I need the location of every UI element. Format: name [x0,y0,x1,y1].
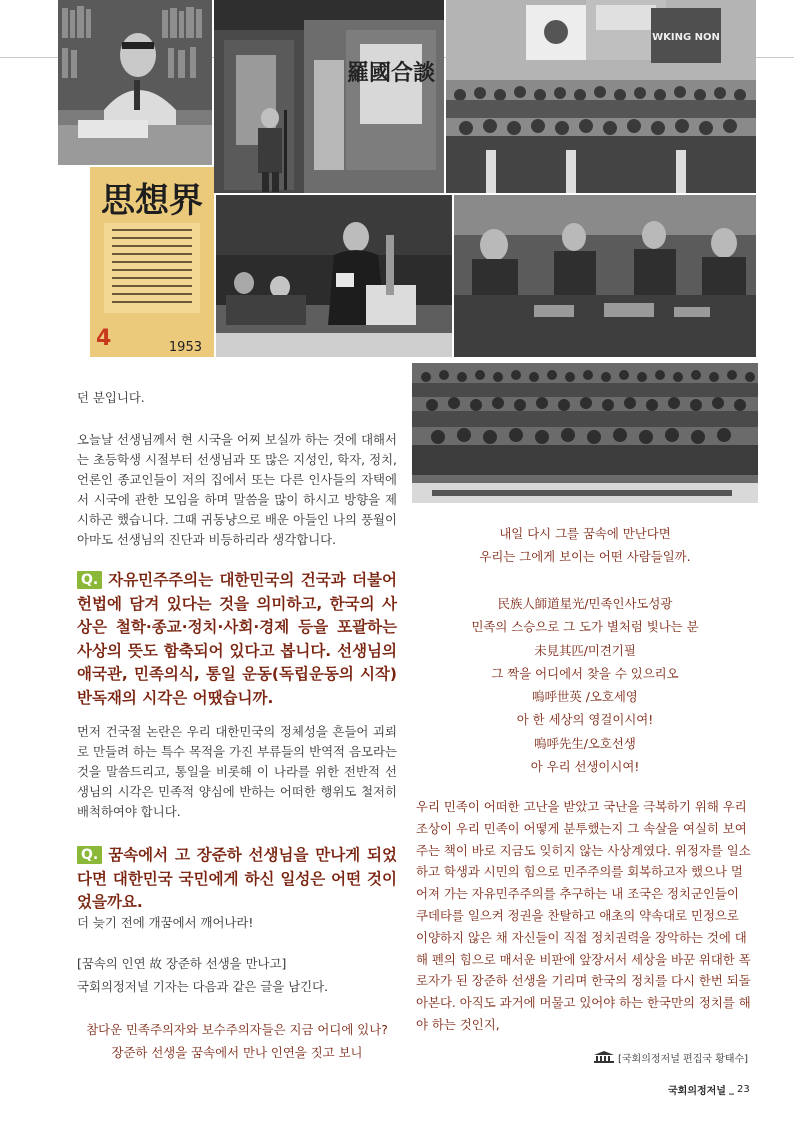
poem-line: 未見其匹/미견기필 [534,642,636,658]
intro-line: 던 분입니다. [77,390,145,405]
poem-line: 嗚呼世英 /오호세영 [532,689,638,705]
poem-line: 우리는 그에게 보이는 어떤 사람들일까. [479,549,691,565]
closing-line: 우리 민족이 어떠한 고난을 받았고 국난을 극복하기 위해 우리 [416,799,747,814]
section-intro: 국회의정저널 기자는 다음과 같은 글을 남긴다. [77,979,329,994]
question-1 [77,569,397,710]
paragraph-2: 먼저 건국절 논란은 우리 대한민국의 정체성을 흔들어 괴뢰로 만들려 하는 특수 목적을 가진 부류들의 반역적 음모라는 것을 말씀드리고, 통일을 비롯해 이 나라를 위한 전반적 선생님의 시각은 민족적 양심에 반하는 어떠한 행위도 철저히 배척하여야 합니다. [77,724,397,819]
closing-line: 로자가 된 장준하 선생을 기리며 한국의 정치를 다시 한번 되돌 [416,973,751,989]
poem-line: 참다운 민족주의자와 보수주의자들은 지금 어디에 있나? [86,1022,388,1037]
magazine-year: 1953 [168,340,202,355]
footer-separator: _ [728,1084,734,1095]
poem-opening [77,1018,397,1065]
poem-stanza-2 [412,592,758,778]
closing-line: 조상이 우리 민족이 어떻게 분투했는지 그 속살을 여실히 보여 [416,820,747,836]
photo-radio-operators [454,195,756,357]
paragraph-1: 오늘날 선생님께서 현 시국을 어찌 보실까 하는 것에 대해서는 초등학생 시절부터 선생님과 또 많은 지성인, 학자, 정치, 언론인 종교인들이 저의 집에서 또는 다른 인사들의 자택에서 시국에 관한 모임을 하며 말씀을 많이 하시고 방향을 제시하곤 했습니다. 그때 귀동냥으로 배운 아들인 나의 풍월이 아마도 선생님의 진단과 비등하리라 생각합니다. [77,432,397,547]
closing-paragraph [416,796,756,1036]
flag-sign-text: WKING NON [652,32,720,43]
poem-line: 民族人師道星光/민족인사도성광 [497,596,673,611]
closing-line: 아본다. 아직도 과거에 머물고 있어야 하는 한국만의 정치를 해 [416,995,751,1011]
question-badge: Q. [77,571,102,589]
question-2-text: 꿈속에서 고 장준하 선생님을 만나게 되었다면 대한민국 국민에게 하신 일성은 어떤 것이었을까요. [77,846,397,911]
magazine-issue-number: 4 [96,326,112,351]
question-1-text: 자유민주주의는 대한민국의 건국과 더불어 헌법에 담겨 있다는 것을 의미하고, 한국의 사상은 철학·종교·정치·사회·경제 등을 포괄하는 사상의 뜻도 함축되어 있다고 봅니다. 선생님의 애국관, 민족의식, 통일 운동(독립운동의 시작) 반독재의 시각은 어땠습니까. [77,571,397,707]
poem-line: 아 한 세상의 영걸이시여! [516,712,654,728]
magazine-cover-title: 思想界 [101,181,203,221]
closing-line: 야 하는 것인지, [416,1016,500,1032]
poem-line: 그 짝을 어디에서 찾을 수 있으리오 [491,665,679,681]
magazine-cover-image [90,167,214,357]
photo-group-with-flags [446,0,756,193]
photo-speaker-at-podium [216,195,452,357]
closing-line: 해 펜의 힘으로 매서운 비판에 앞장서서 세상을 바꾼 위대한 폭 [416,951,751,967]
banner-text: 羅國合談 [346,60,436,86]
question-badge: Q. [77,846,102,864]
answer-2: 더 늦기 전에 개꿈에서 깨어나라! [77,915,254,930]
photo-man-at-desk [58,0,212,165]
poem-line: 嗚呼先生/오호선생 [534,735,636,751]
photo-army-group [412,363,758,503]
photo-soldier-at-gate [214,0,444,193]
parliament-icon [594,1051,614,1063]
poem-stanza-1 [412,522,758,569]
closing-line: 하고 학생과 시민의 힘으로 민주주의를 회복하고자 했으나 멀 [416,864,743,880]
author-credit [594,1050,748,1064]
footer-magazine-name: 국회의정저널 [668,1086,726,1097]
poem-line: 장준하 선생을 꿈속에서 만나 인연을 짓고 보니 [111,1045,363,1061]
question-2 [77,844,397,915]
section-title: [꿈속의 인연 故 장준하 선생을 만나고] [77,956,287,971]
poem-line: 내일 다시 그를 꿈속에 만난다면 [499,526,671,541]
poem-line: 아 우리 선생이시여! [530,759,640,775]
page-footer [668,1082,750,1097]
closing-line: 이양하지 않은 채 자신들이 직접 정치권력을 장악하는 것에 대 [416,929,747,945]
closing-line: 주는 책이 바로 지금도 잊히지 않는 사상계였다. 위정자를 일소 [416,842,751,858]
credit-text: [국회의정저널 편집국 황태수] [618,1053,749,1065]
page-number: 23 [736,1084,750,1095]
closing-line: 어져 가는 자유민주주의를 추구하는 내 조국은 정치군인들이 [416,886,739,902]
poem-line: 민족의 스승으로 그 도가 별처럼 빛나는 분 [471,619,699,635]
closing-line: 쿠데타를 일으켜 정권을 찬탈하고 애초의 약속대로 민정으로 [416,907,739,923]
